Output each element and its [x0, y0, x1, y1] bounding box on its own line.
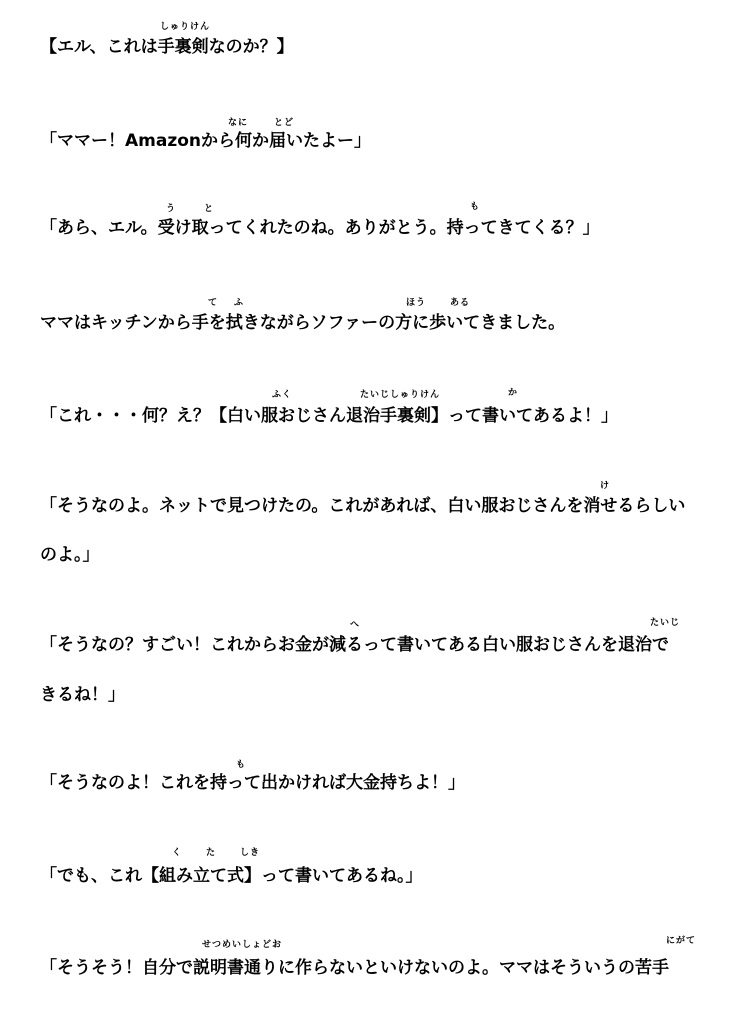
- story-line: 「ママー！Amazonから何か届いたよー」: [40, 131, 372, 151]
- story-line: 「そうそう！自分で説明書通りに作らないといけないのよ。ママはそういうの苦手: [40, 958, 669, 978]
- furigana-ka: か: [508, 388, 519, 398]
- furigana-mo-1: も: [470, 202, 481, 212]
- furigana-todo: とど: [274, 118, 295, 128]
- story-line: きるね！」: [40, 685, 125, 705]
- story-line: 「あら、エル。受け取ってくれたのね。ありがとう。持ってきてくる？」: [40, 218, 600, 238]
- furigana-taiji-shuriken: たいじしゅりけん: [360, 390, 441, 400]
- furigana-mo-2: も: [236, 760, 247, 770]
- story-line: 【エル、これは手裏剣なのか？】: [40, 37, 294, 57]
- story-line: 「これ・・・何？え？【白い服おじさん退治手裏剣】って書いてあるよ！」: [40, 406, 618, 426]
- story-line: 「そうなのよ。ネットで見つけたの。これがあれば、白い服おじさんを消せるらしい: [40, 496, 686, 516]
- furigana-fu: ふ: [234, 298, 245, 308]
- story-line: 「でも、これ【組み立て式】って書いてあるね。」: [40, 866, 423, 886]
- furigana-fuku-1: ふく: [272, 390, 293, 400]
- furigana-ta: た: [206, 848, 217, 858]
- furigana-ku: く: [172, 848, 183, 858]
- furigana-taiji-2: たいじ: [650, 618, 681, 628]
- furigana-aru: ある: [450, 298, 471, 308]
- furigana-shiki: しき: [240, 848, 261, 858]
- furigana-u: う: [166, 204, 177, 214]
- story-line: 「そうなの？すごい！これからお金が減るって書いてある白い服おじさんを退治で: [40, 635, 669, 655]
- story-line: ママはキッチンから手を拭きながらソファーの方に歩いてきました。: [40, 313, 566, 333]
- furigana-ke: け: [600, 481, 611, 491]
- story-line: 「そうなのよ！これを持って出かければ大金持ちよ！」: [40, 773, 465, 793]
- story-line: のよ。」: [40, 545, 100, 565]
- furigana-te: て: [208, 298, 219, 308]
- furigana-to: と: [204, 204, 215, 214]
- furigana-nani: なに: [228, 118, 249, 128]
- furigana-nigate: にがて: [666, 936, 697, 946]
- furigana-shuriken: しゅりけん: [160, 22, 211, 32]
- furigana-hou: ほう: [406, 298, 427, 308]
- furigana-he: へ: [350, 620, 361, 630]
- furigana-setsumeisho-doo: せつめいしょどお: [202, 940, 283, 950]
